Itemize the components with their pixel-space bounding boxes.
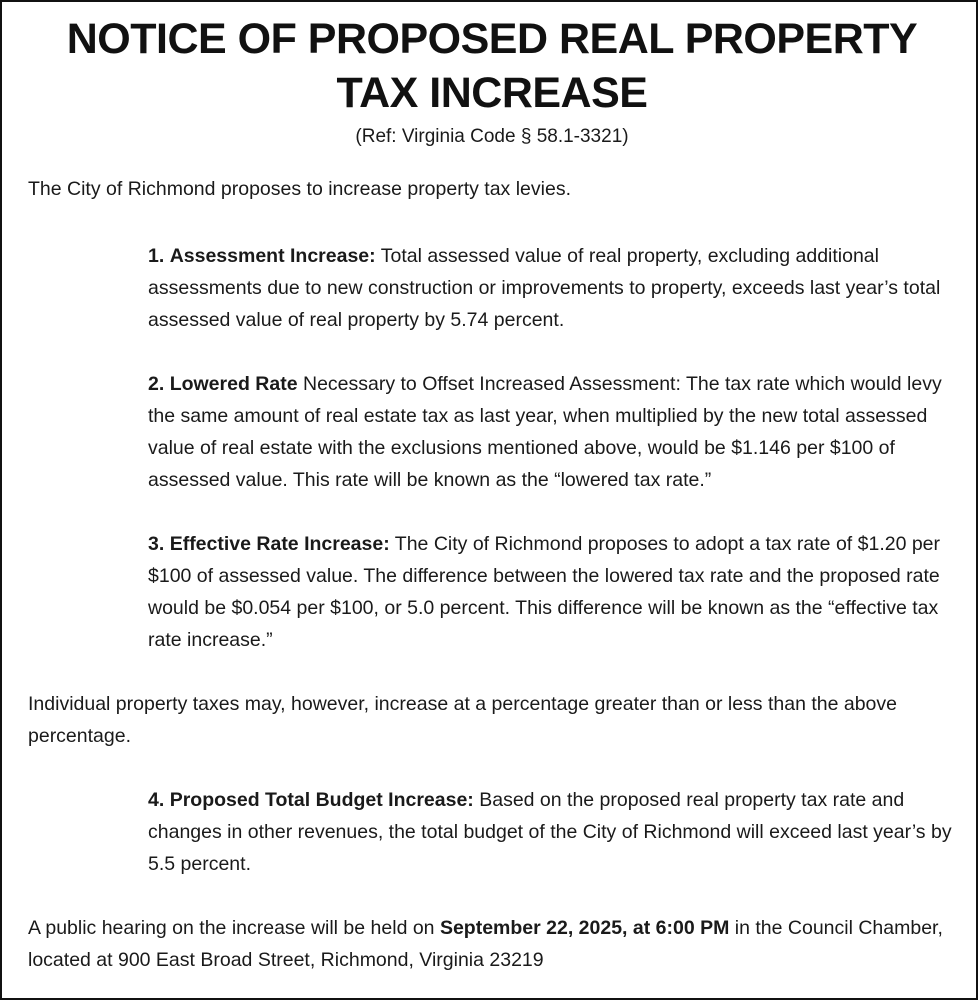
list-item-budget-increase xyxy=(148,784,956,880)
code-reference: (Ref: Virginia Code § 58.1-3321) xyxy=(355,126,629,147)
notice-title: NOTICE OF PROPOSED REAL PROPERTY TAX INCREASE xyxy=(66,15,918,117)
item-text: Necessary to Offset Increased Assessment: The tax rate which would levy the same amount of real estate tax as last year, when multiplied by the new total assessed value of real estate with the exclusions mentioned above, would be $1.146 per $100 of assessed value. This rate will be known as the “lowered tax rate.” xyxy=(148,373,942,491)
item-lead: Assessment Increase: xyxy=(169,245,376,267)
item-number: 2. xyxy=(148,373,165,395)
item-number: 4. xyxy=(148,789,165,811)
item-lead: Lowered Rate xyxy=(169,373,298,395)
hearing-date-time: September 22, 2025, at 6:00 PM xyxy=(439,917,730,939)
intro-paragraph: The City of Richmond proposes to increase property tax levies. xyxy=(28,178,572,200)
item-lead: Proposed Total Budget Increase: xyxy=(169,789,474,811)
item-text: Total assessed value of real property, excluding additional assessments due to new construction or improvements to property, exceeds last year’s total assessed value of real property by 5.74 percent. xyxy=(148,245,941,331)
individual-taxes-note: Individual property taxes may, however, increase at a percentage greater than or less than the above percentage. xyxy=(28,693,897,747)
item-number: 3. xyxy=(148,533,165,555)
item-text: Based on the proposed real property tax rate and changes in other revenues, the total budget of the City of Richmond will exceed last year’s by 5.5 percent. xyxy=(148,789,952,875)
item-number: 1. xyxy=(148,245,165,267)
list-item-assessment-increase xyxy=(148,240,956,336)
item-text: The City of Richmond proposes to adopt a tax rate of $1.20 per $100 of assessed value. The difference between the lowered tax rate and the proposed rate would be $0.054 per $100, or 5.0 percent. This difference will be known as the “effective tax rate increase.” xyxy=(148,533,941,651)
list-item-effective-rate-increase xyxy=(148,528,956,656)
hearing-location: in the Council Chamber, located at 900 East Broad Street, Richmond, Virginia 23219 xyxy=(28,917,943,971)
item-lead: Effective Rate Increase: xyxy=(169,533,390,555)
list-item-lowered-rate xyxy=(148,368,956,496)
public-hearing-notice xyxy=(28,912,956,976)
hearing-prefix: A public hearing on the increase will be held on xyxy=(28,917,435,939)
